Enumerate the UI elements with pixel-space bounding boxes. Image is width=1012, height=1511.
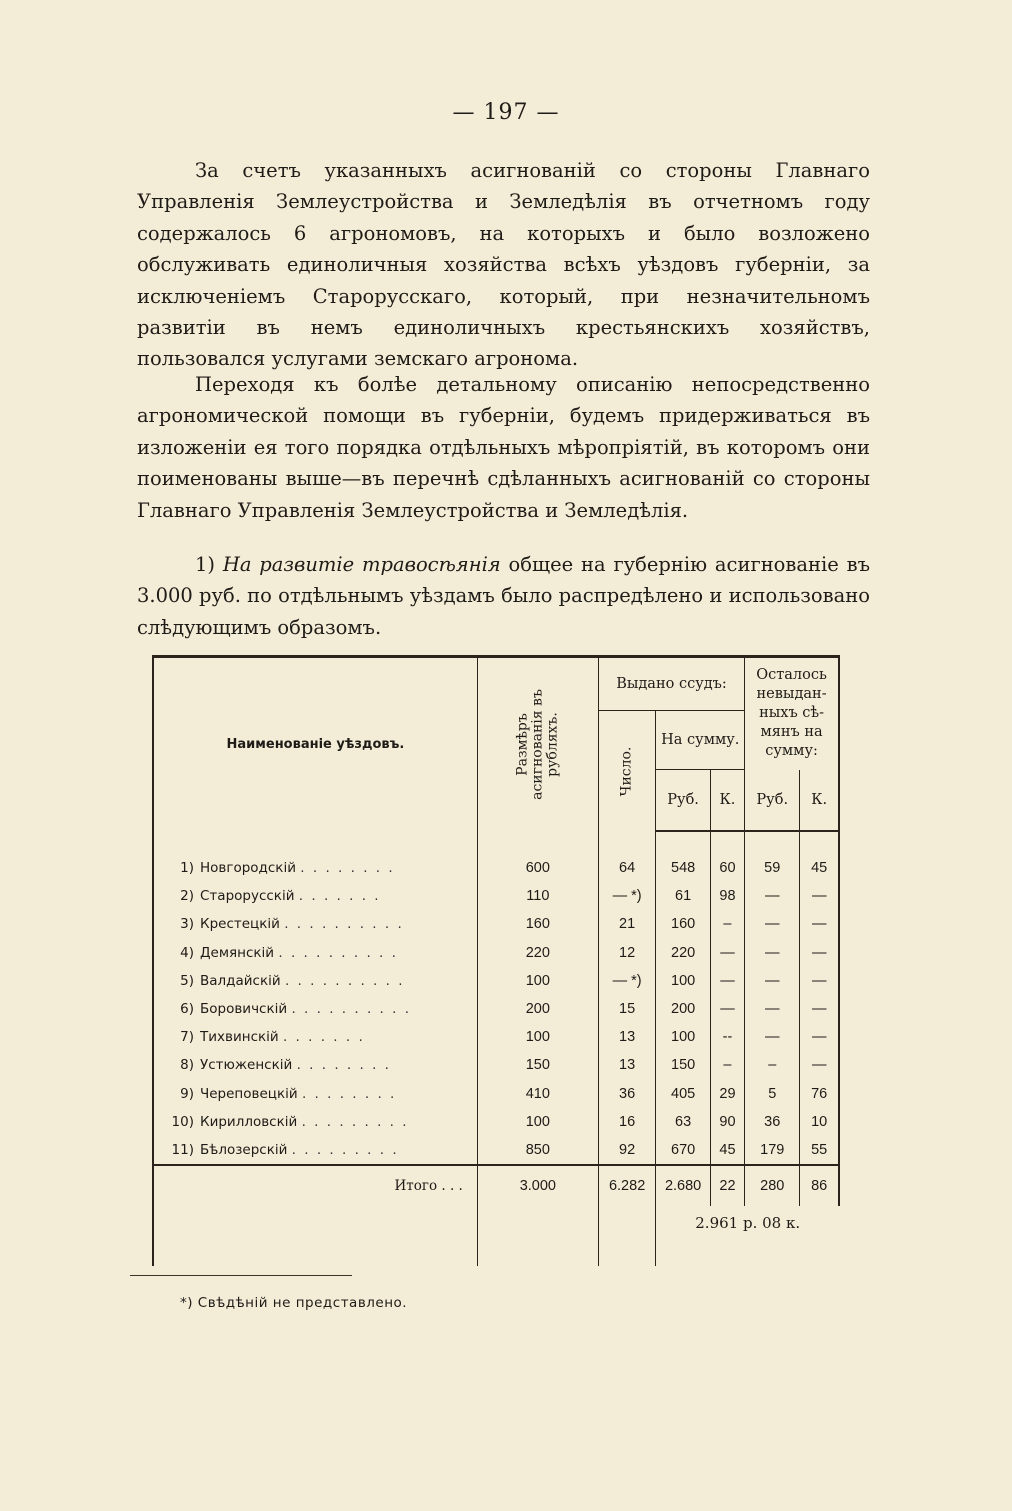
leader-dots: . . . . . . . . . . <box>284 916 404 933</box>
row-index: 5) <box>180 972 194 989</box>
loan-count: 13 <box>598 1051 656 1079</box>
italic-heading: На развитіе травосѣянія <box>222 553 501 576</box>
allocation-amount: 410 <box>477 1080 598 1108</box>
table-row <box>153 1136 839 1165</box>
row-index: 7) <box>180 1029 194 1046</box>
remaining-rub: — <box>745 967 800 995</box>
leader-dots: . . . . . . . . . . <box>278 944 398 961</box>
leader-dots: . . . . . . . . <box>301 1085 397 1102</box>
issued-rub: 61 <box>656 882 710 910</box>
leader-dots: . . . . . . . <box>298 888 381 905</box>
paragraph-3 <box>137 549 870 643</box>
remaining-rub: — <box>745 939 800 967</box>
total-remaining-rub: 280 <box>745 1165 800 1206</box>
allocation-amount: 160 <box>477 910 598 938</box>
remaining-kop: 10 <box>800 1108 839 1136</box>
loan-count: 13 <box>598 1023 656 1051</box>
header-count <box>598 711 656 832</box>
loan-count: 15 <box>598 995 656 1023</box>
table-row <box>153 967 839 995</box>
district-name: Старорусскій <box>200 888 295 905</box>
issued-rub: 220 <box>656 939 710 967</box>
allocation-amount: 100 <box>477 1023 598 1051</box>
district-cell <box>153 1108 477 1136</box>
paragraph-1 <box>137 155 870 375</box>
remaining-kop: 76 <box>800 1080 839 1108</box>
issued-rub: 670 <box>656 1136 710 1165</box>
issued-kop: 29 <box>710 1080 744 1108</box>
table-row <box>153 882 839 910</box>
district-name: Крестецкій <box>200 916 280 933</box>
issued-kop: 90 <box>710 1108 744 1136</box>
leader-dots: . . . . . . . . . <box>291 1141 399 1158</box>
spacer-row <box>153 831 839 854</box>
page-number: — 197 — <box>452 100 560 125</box>
table-row <box>153 939 839 967</box>
header-kop: К. <box>710 770 744 832</box>
loan-count: 16 <box>598 1108 656 1136</box>
paragraph-2-text: Переходя къ болѣе детальному описанію непосредственно агрономической помощи въ губерніи, будемъ придерживаться въ изложеніи ея того порядка отдѣльныхъ мѣропріятій, въ которомъ они поименованы выше—въ перечнѣ сдѣланныхъ асигнованій со стороны Главнаго Управленія Землеустройства и Земледѣлія. <box>137 373 870 522</box>
total-row <box>153 1165 839 1206</box>
issued-rub: 405 <box>656 1080 710 1108</box>
header-district-name: Наименованіе уѣздовъ. <box>153 657 477 832</box>
table-row <box>153 1080 839 1108</box>
remaining-rub: 179 <box>745 1136 800 1165</box>
row-index: 8) <box>180 1057 194 1074</box>
remaining-kop: — <box>800 967 839 995</box>
grand-total-row <box>153 1206 839 1266</box>
remaining-kop: — <box>800 882 839 910</box>
loan-count: — *) <box>598 882 656 910</box>
loan-count: — *) <box>598 967 656 995</box>
leader-dots: . . . . . . . . <box>300 860 395 877</box>
remaining-kop: 45 <box>800 854 839 882</box>
district-cell <box>153 882 477 910</box>
issued-kop: – <box>710 1051 744 1079</box>
leader-dots: . . . . . . . . . . <box>291 1001 412 1018</box>
district-name: Новгородскій <box>200 860 296 877</box>
header-rub: Руб. <box>656 770 710 832</box>
header-allocation-amount <box>477 657 598 832</box>
allocation-amount: 100 <box>477 1108 598 1136</box>
district-cell <box>153 1023 477 1051</box>
loan-count: 12 <box>598 939 656 967</box>
remaining-kop: — <box>800 910 839 938</box>
issued-kop: -- <box>710 1023 744 1051</box>
header-remaining-seeds: Осталось невыдан-ныхъ сѣ-мянъ на сумму: <box>745 657 839 770</box>
table-row <box>153 1023 839 1051</box>
row-index: 6) <box>180 1001 194 1018</box>
district-name: Боровичскій <box>200 1001 288 1018</box>
issued-rub: 63 <box>656 1108 710 1136</box>
row-index: 10) <box>171 1113 194 1130</box>
leader-dots: . . . . . . . . . . <box>284 972 405 989</box>
remaining-rub: — <box>745 910 800 938</box>
issued-rub: 548 <box>656 854 710 882</box>
district-name: Кирилловскій <box>200 1113 298 1130</box>
leader-dots: . . . . . . . <box>282 1029 365 1046</box>
issued-rub: 150 <box>656 1051 710 1079</box>
remaining-kop: — <box>800 995 839 1023</box>
district-name: Тихвинскій <box>200 1029 279 1046</box>
blank-cell <box>477 1206 598 1266</box>
issued-kop: 45 <box>710 1136 744 1165</box>
table-row <box>153 995 839 1023</box>
remaining-rub: – <box>745 1051 800 1079</box>
district-cell <box>153 1051 477 1079</box>
row-index: 1) <box>180 860 194 877</box>
allocation-amount: 200 <box>477 995 598 1023</box>
paragraph-1-text: За счетъ указанныхъ асигнованій со стороны Главнаго Управленія Землеустройства и Земледѣлія въ отчетномъ году содержалось 6 агрономовъ, на которыхъ и было возложено обслуживать единоличныя хозяйства всѣхъ уѣздовъ губерніи, за исключеніемъ Старорусскаго, который, при незначительномъ развитіи въ немъ единоличныхъ крестьянскихъ хозяйствъ, пользовался услугами земскаго агронома. <box>137 159 870 371</box>
total-kop: 22 <box>710 1165 744 1206</box>
item-number: 1) <box>195 553 216 576</box>
leader-dots: . . . . . . . . <box>296 1057 391 1074</box>
remaining-kop: — <box>800 939 839 967</box>
paragraph-3-text <box>137 549 870 643</box>
total-remaining-kop: 86 <box>800 1165 839 1206</box>
loan-count: 64 <box>598 854 656 882</box>
allocation-amount: 150 <box>477 1051 598 1079</box>
row-index: 9) <box>180 1085 194 1102</box>
issued-rub: 160 <box>656 910 710 938</box>
allocation-table <box>152 655 840 1266</box>
allocation-amount: 110 <box>477 882 598 910</box>
total-rub: 2.680 <box>656 1165 710 1206</box>
row-index: 4) <box>180 944 194 961</box>
issued-kop: 60 <box>710 854 744 882</box>
remaining-rub: 59 <box>745 854 800 882</box>
total-amount: 3.000 <box>477 1165 598 1206</box>
header-on-sum: На сумму. <box>656 711 745 770</box>
footnote: *) Свѣдѣній не представлено. <box>180 1295 408 1311</box>
allocation-amount: 100 <box>477 967 598 995</box>
loan-count: 21 <box>598 910 656 938</box>
remaining-rub: 5 <box>745 1080 800 1108</box>
table-row <box>153 1051 839 1079</box>
row-index: 3) <box>180 916 194 933</box>
blank-cell <box>598 1206 656 1266</box>
remaining-rub: — <box>745 1023 800 1051</box>
paragraph-3-rest: общее на губернію асигнованіе въ 3.000 руб. по отдѣльнымъ уѣздамъ было распредѣлено и использовано слѣдующимъ образомъ. <box>137 553 870 639</box>
leader-dots: . . . . . . . . . <box>301 1113 409 1130</box>
row-index: 11) <box>171 1141 194 1158</box>
grand-total: 2.961 р. 08 к. <box>656 1206 839 1266</box>
remaining-rub: — <box>745 882 800 910</box>
district-name: Валдайскій <box>200 972 281 989</box>
total-label: Итого . . . <box>153 1165 477 1206</box>
allocation-amount: 850 <box>477 1136 598 1165</box>
table-row <box>153 1108 839 1136</box>
issued-kop: — <box>710 939 744 967</box>
remaining-kop: 55 <box>800 1136 839 1165</box>
table-row <box>153 854 839 882</box>
district-name: Череповецкій <box>200 1085 298 1102</box>
district-name: Устюженскій <box>200 1057 293 1074</box>
district-cell <box>153 967 477 995</box>
remaining-rub: 36 <box>745 1108 800 1136</box>
header-count-text: Число. <box>618 746 635 797</box>
district-cell <box>153 854 477 882</box>
allocation-amount: 600 <box>477 854 598 882</box>
district-name: Бѣлозерскій <box>200 1141 288 1158</box>
total-count: 6.282 <box>598 1165 656 1206</box>
remaining-kop: — <box>800 1051 839 1079</box>
row-index: 2) <box>180 888 194 905</box>
issued-rub: 100 <box>656 1023 710 1051</box>
footnote-rule <box>130 1275 352 1276</box>
issued-kop: – <box>710 910 744 938</box>
issued-kop: 98 <box>710 882 744 910</box>
remaining-kop: — <box>800 1023 839 1051</box>
remaining-rub: — <box>745 995 800 1023</box>
district-cell <box>153 1080 477 1108</box>
district-cell <box>153 910 477 938</box>
issued-rub: 200 <box>656 995 710 1023</box>
issued-kop: — <box>710 967 744 995</box>
issued-kop: — <box>710 995 744 1023</box>
blank-cell <box>153 1206 477 1266</box>
header-loans-issued: Выдано ссудъ: <box>598 657 744 711</box>
loan-count: 92 <box>598 1136 656 1165</box>
header-allocation-amount-text: Размѣръ асигнованія въ рубляхъ. <box>514 689 561 800</box>
issued-rub: 100 <box>656 967 710 995</box>
district-name: Демянскій <box>200 944 275 961</box>
district-cell <box>153 939 477 967</box>
district-cell <box>153 1136 477 1165</box>
allocation-amount: 220 <box>477 939 598 967</box>
table-row <box>153 910 839 938</box>
loan-count: 36 <box>598 1080 656 1108</box>
paragraph-2 <box>137 369 870 526</box>
header-remain-rub: Руб. <box>745 770 800 832</box>
header-remain-kop: К. <box>800 770 839 832</box>
district-cell <box>153 995 477 1023</box>
